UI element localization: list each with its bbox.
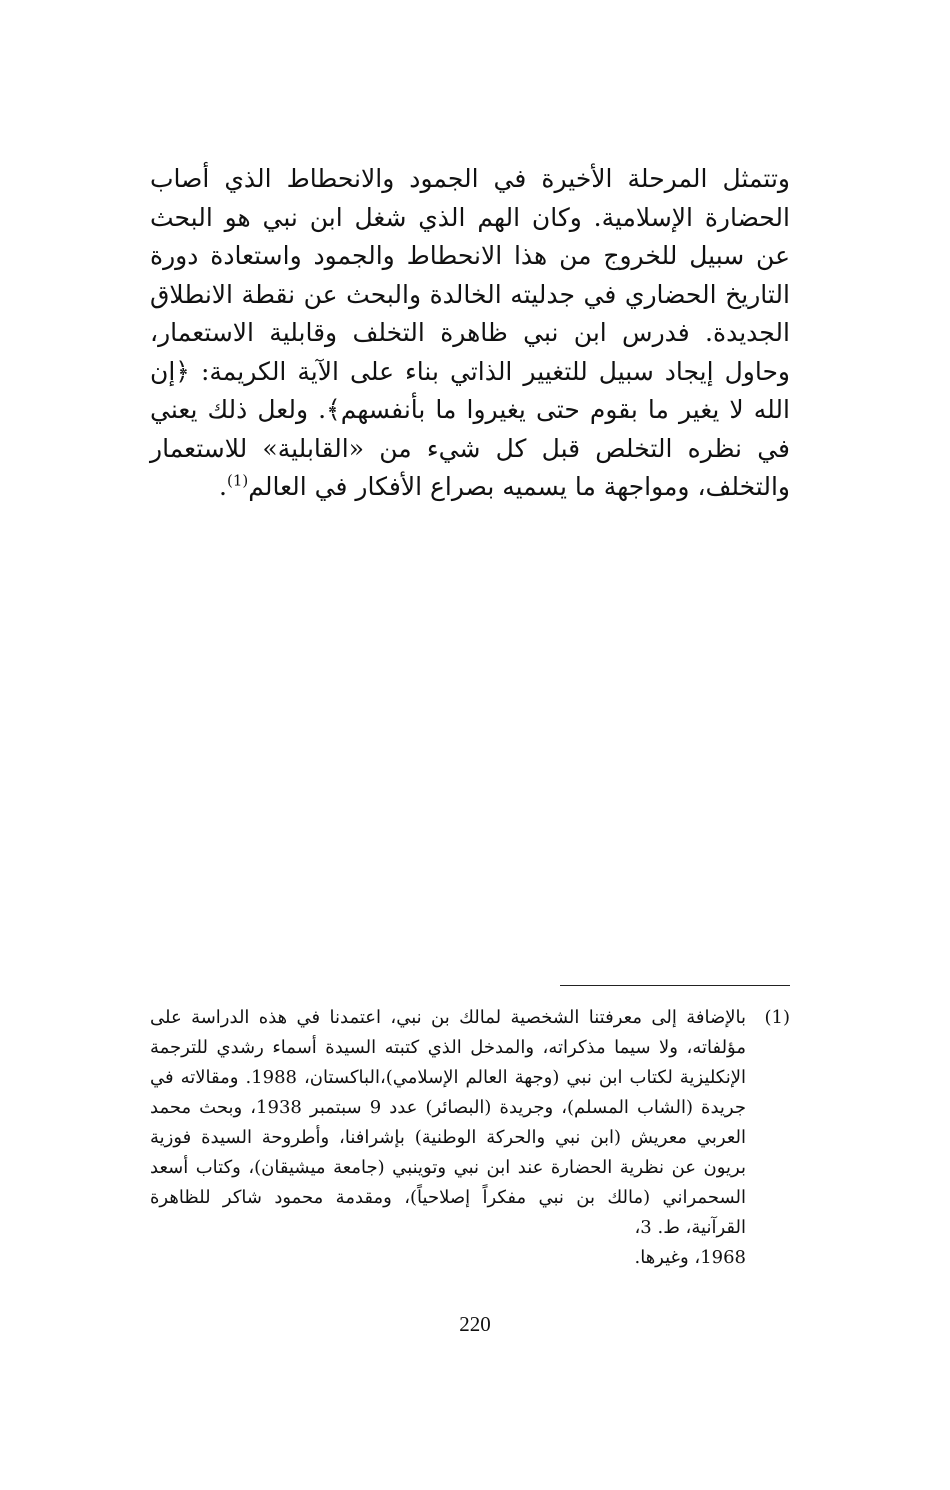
footnote-last-line: 1968، وغيرها. xyxy=(634,1247,746,1268)
page-number: 220 xyxy=(459,1312,491,1336)
footnote xyxy=(150,1003,790,1273)
footnote-separator xyxy=(560,985,790,986)
paragraph-end-punctuation: . xyxy=(219,472,227,501)
paragraph-text: وتتمثل المرحلة الأخيرة في الجمود والانحطاط الذي أصاب الحضارة الإسلامية. وكان الهم الذي شغل ابن نبي هو البحث عن سبيل للخروج من هذا الانحطاط والجمود واستعادة دورة التاريخ الحضاري في جدليته الخالدة والبحث عن نقطة الانطلاق الجديدة. فدرس ابن نبي ظاهرة التخلف وقابلية الاستعمار، وحاول إيجاد سبيل للتغيير الذاتي بناء على الآية الكريمة: ﴿إن الله لا يغير ما بقوم حتى يغيروا ما بأنفسهم﴾. ولعل ذلك يعني في نظره التخلص قبل كل شيء من «القابلية» للاستعمار والتخلف، ومواجهة ما يسميه بصراع الأفكار في العالم xyxy=(150,164,790,501)
footnote-number: (1) xyxy=(764,1007,790,1028)
footnote-reference: (1) xyxy=(226,471,249,490)
main-paragraph xyxy=(150,160,790,507)
footnote-text: بالإضافة إلى معرفتنا الشخصية لمالك بن نبي، اعتمدنا في هذه الدراسة على مؤلفاته، ولا سيما مذكراته، والمدخل الذي كتبته السيدة أسماء رشدي للترجمة الإنكليزية لكتاب ابن نبي (وجهة العالم الإسلامي)،الباكستان، 1988. ومقالاته في جريدة (الشاب المسلم)، وجريدة (البصائر) عدد 9 سبتمبر 1938، وبحث محمد العربي معريش (ابن نبي والحركة الوطنية) بإشرافنا، وأطروحة السيدة فوزية بريون عن نظرية الحضارة عند ابن نبي وتوينبي (جامعة ميشيقان)، وكتاب أسعد السحمراني (مالك بن نبي مفكراً إصلاحياً)، ومقدمة محمود شاكر للظاهرة القرآنية، ط. 3، xyxy=(150,1007,747,1238)
